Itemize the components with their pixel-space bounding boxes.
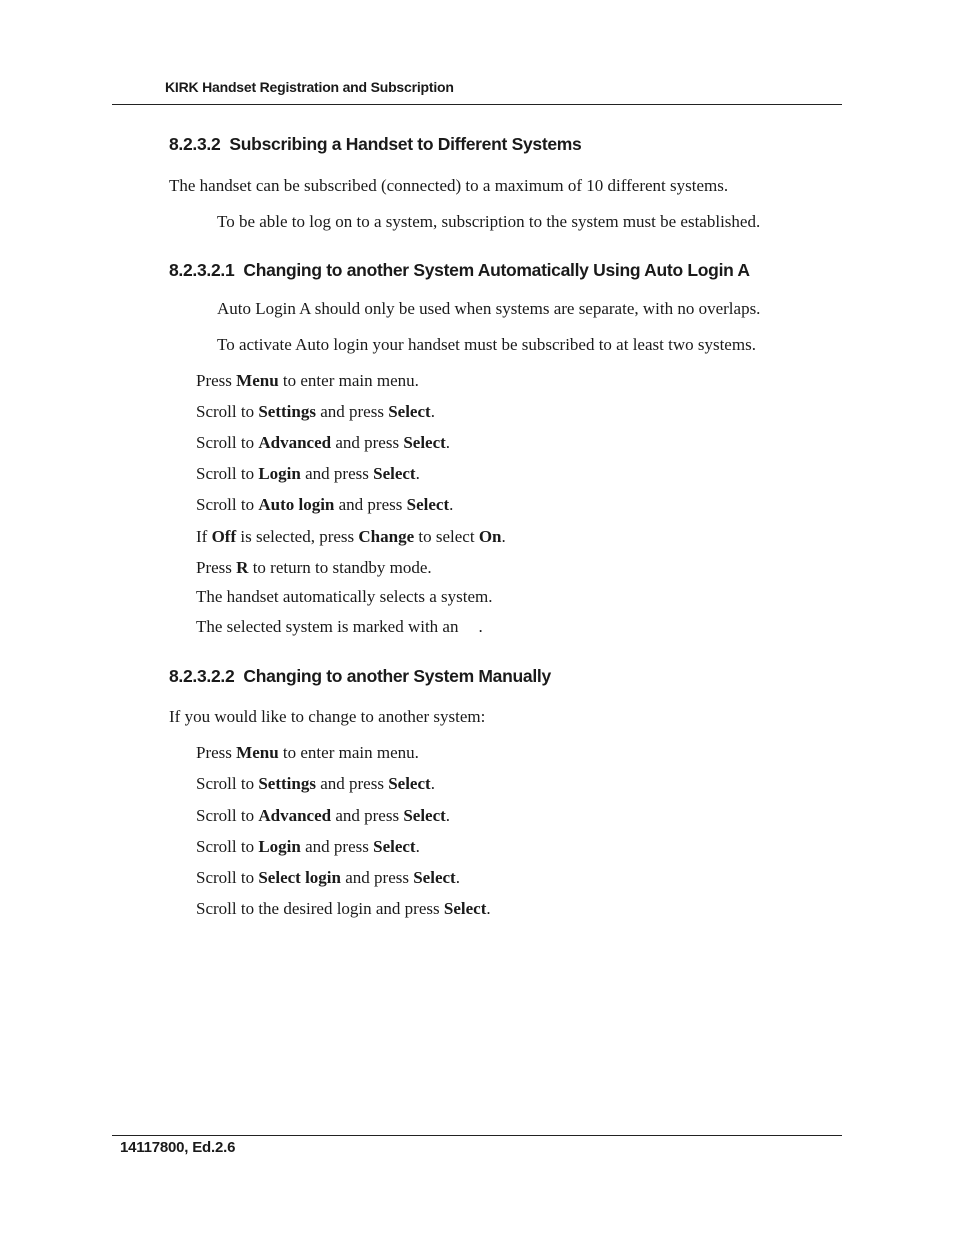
note-subscription: To be able to log on to a system, subscription to the system must be established. xyxy=(217,212,761,231)
step-item: Scroll to Auto login and press Select. xyxy=(196,495,454,514)
step-item: Press Menu to enter main menu. xyxy=(196,371,419,390)
footer-divider xyxy=(112,1135,842,1136)
selected-system-marker-icon xyxy=(461,620,475,634)
result-text: The selected system is marked with an . xyxy=(196,617,483,636)
step-item: Scroll to Advanced and press Select. xyxy=(196,433,451,452)
step-item: Scroll to Settings and press Select. xyxy=(196,774,435,793)
step-item: Scroll to Advanced and press Select. xyxy=(196,806,451,825)
step-item: Press R to return to standby mode. xyxy=(196,558,432,577)
result-text: The handset automatically selects a system. xyxy=(196,587,493,606)
note-activate-auto-login: To activate Auto login your handset must be subscribed to at least two systems. xyxy=(217,335,756,354)
step-item: Press Menu to enter main menu. xyxy=(196,743,419,762)
document-id: 14117800, Ed.2.6 xyxy=(120,1139,236,1156)
section-title: Subscribing a Handset to Different Systems xyxy=(229,134,582,154)
step-item: Scroll to Settings and press Select. xyxy=(196,402,435,421)
section-title: Changing to another System Automatically Using Auto Login A xyxy=(243,260,750,280)
section-number: 8.2.3.2.2 xyxy=(169,666,235,686)
section-heading-8-2-3-2-2 xyxy=(169,666,551,687)
section-number: 8.2.3.2 xyxy=(169,134,221,154)
section-heading-8-2-3-2 xyxy=(169,134,582,155)
note-auto-login-a: Auto Login A should only be used when systems are separate, with no overlaps. xyxy=(217,299,761,318)
paragraph-intro: If you would like to change to another system: xyxy=(169,707,486,726)
section-heading-8-2-3-2-1 xyxy=(169,260,750,281)
section-number: 8.2.3.2.1 xyxy=(169,260,235,280)
header-divider xyxy=(112,104,842,105)
step-item: Scroll to Login and press Select. xyxy=(196,837,420,856)
step-item: Scroll to the desired login and press Select. xyxy=(196,899,491,918)
step-item: Scroll to Select login and press Select. xyxy=(196,868,460,887)
running-header: KIRK Handset Registration and Subscription xyxy=(165,79,454,95)
step-item: If Off is selected, press Change to select On. xyxy=(196,527,506,546)
step-item: Scroll to Login and press Select. xyxy=(196,464,420,483)
paragraph-intro: The handset can be subscribed (connected) to a maximum of 10 different systems. xyxy=(169,176,729,195)
section-title: Changing to another System Manually xyxy=(243,666,551,686)
